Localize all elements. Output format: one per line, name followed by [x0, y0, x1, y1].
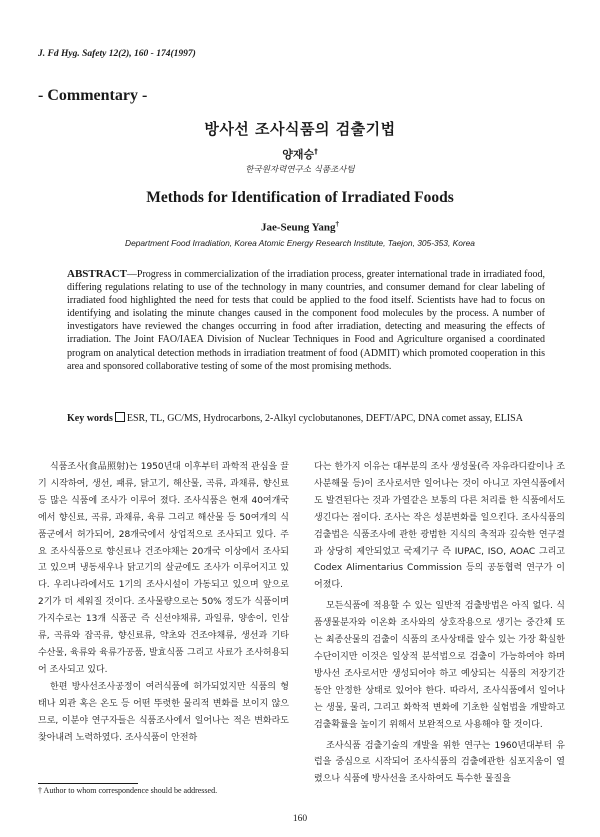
- korean-affiliation: 한국원자력연구소 식품조사팀: [245, 165, 355, 175]
- body-paragraph: 한편 방사선조사공정이 여러식품에 허가되었지만 식품의 형태나 외관 혹은 온도 등 어떤 뚜렷한 물리적 변화를 보이지 않으므로, 이분야 연구자들은 식품조사에서 일어나는 적은 변화라도 찾아내려 노력하였다. 조사식품이 안전하: [38, 681, 289, 743]
- abstract-label: ABSTRACT: [67, 268, 127, 280]
- korean-title: 방사선 조사식품의 검출기법: [204, 120, 396, 138]
- page-number: 160: [292, 814, 308, 824]
- journal-citation: J. Fd Hyg. Safety 12(2), 160 - 174(1997): [38, 49, 196, 59]
- english-author-name: Jae-Seung Yang: [261, 221, 336, 234]
- checkbox-square-icon: [115, 412, 125, 422]
- korean-author-name: 양재승: [282, 148, 315, 161]
- section-label: - Commentary -: [38, 87, 148, 104]
- korean-author: [0, 146, 600, 162]
- body-paragraph: 식품조사(食品照射)는 1950년대 이후부터 과학적 관심을 끌기 시작하여, 생선, 패류, 닭고기, 해산물, 곡류, 과채류, 향신료 등 많은 식품에 조사가 이루어 졌다. 조사식품은 현재 40여개국에서 향신료, 곡류, 과채류, 육류 그리고 해산물 등 50여개의 식품군에서 허가되어, 28개국에서 상업적으로 조사되고 있다. 주요 조사식품으로 향신료나 건조야채는 20개국 이상에서 조사되고 있으며 냉동새우나 닭고기의 살균에도 조사가 이루어지고 있다. 우리나라에서도 1기의 조사시설이 가동되고 있으며 앞으로 2기가 더 세워질 것이다. 조사물량으로는 50% 정도가 식품이며 가지수로는 13개 식품군 즉 신선야채류, 과일류, 양송이, 인삼류, 곡류와 잡곡류, 향신료류, 약초와 건조야채류, 생선과 기타 수산물, 육류와 육류가공품, 발효식품 그리고 사료가 조사허용되어 조사되고 있다.: [38, 462, 289, 675]
- footnote: † Author to whom correspondence should be addressed.: [38, 786, 218, 795]
- body-left-column: [38, 459, 289, 746]
- body-paragraph: 다는 한가지 이유는 대부분의 조사 생성물(즉 자유라디칼이나 조사분해물 등)이 조사로서만 일어나는 것이 아니고 자연식품에서도 발견된다는 것과 가열같은 보통의 다른 처리를 한 식품에서도 생긴다는 점이다. 조사는 작은 성분변화를 일으킨다. 조사식품의 검출법은 식품조사에 관한 광범한 지식의 축적과 깊숙한 연구결과 상당히 제안되었고 국제기구 즉 IUPAC, ISO, AOAC 그리고 Codex Alimentarius Commission 등의 공동협력 연구가 이어졌다.: [314, 462, 565, 591]
- english-affiliation: Department Food Irradiation, Korea Atomic Energy Research Institute, Taejon, 305-353, Korea: [125, 238, 475, 248]
- korean-author-mark: †: [314, 147, 318, 156]
- body-paragraph: 조사식품 검출기술의 개발을 위한 연구는 1960년대부터 유럽을 중심으로 시작되어 조사식품의 검출에관한 심포지움이 열렸으나 식품에 방사선을 조사하여도 특수한 물질을: [314, 740, 565, 785]
- abstract-text: Progress in commercialization of the irradiation process, greater international trade in irradiated food, differing regulations relating to use of the technology in many countries, and consumer demand for clear labeling of irradiated food highlighted the need for tests that could be applied to the food itself. Scientists have had to focus on identifying and isolating the minute changes caused in the component food molecules by the process. A number of investigators have reviewed the changes occurring in food after irradiation, detecting and measuring the effects of irradiation. The Joint FAO/IAEA Division of Nuclear Techniques in Food and Agriculture organised a coordinated program on analytical detection methods in irradiation treatment of food (ADMIT) which promoted cooperation in this area and sponsored collaborative testing of some of the most promising methods.: [67, 269, 545, 372]
- keywords-text: ESR, TL, GC/MS, Hydrocarbons, 2-Alkyl cyclobutanones, DEFT/APC, DNA comet assay, ELISA: [126, 413, 523, 424]
- english-author-mark: †: [335, 220, 339, 228]
- abstract: [67, 268, 545, 373]
- body-paragraph: 모든식품에 적용할 수 있는 일반적 검출방법은 아직 없다. 식품생물분자와 이온화 조사와의 상호작용으로 생기는 중간체 또는 최종산물의 검출이 식품의 조사상태를 알수 있는 가장 확실한 수단이지만 이것은 일상적 분석법으로 검출이 가능하여야 하며 방사선 조사로서만 생성되어야 하고 예상되는 식품의 저장기간동안 안정한 상태로 있어야 한다. 따라서, 조사식품에서 일어나는 생물, 물리, 그리고 화학적 변화에 기초한 실험법을 개발하고 검출확률을 높이기 위해서 보완적으로 사용해야 할 것이다.: [314, 601, 565, 730]
- abstract-dash: —: [126, 269, 137, 280]
- keywords-label: Key words: [67, 413, 113, 424]
- english-title: Methods for Identification of Irradiated Foods: [146, 189, 454, 206]
- body-right-column: [314, 459, 565, 788]
- footnote-rule: [38, 783, 138, 784]
- keywords: [67, 412, 545, 425]
- english-author: [0, 220, 600, 234]
